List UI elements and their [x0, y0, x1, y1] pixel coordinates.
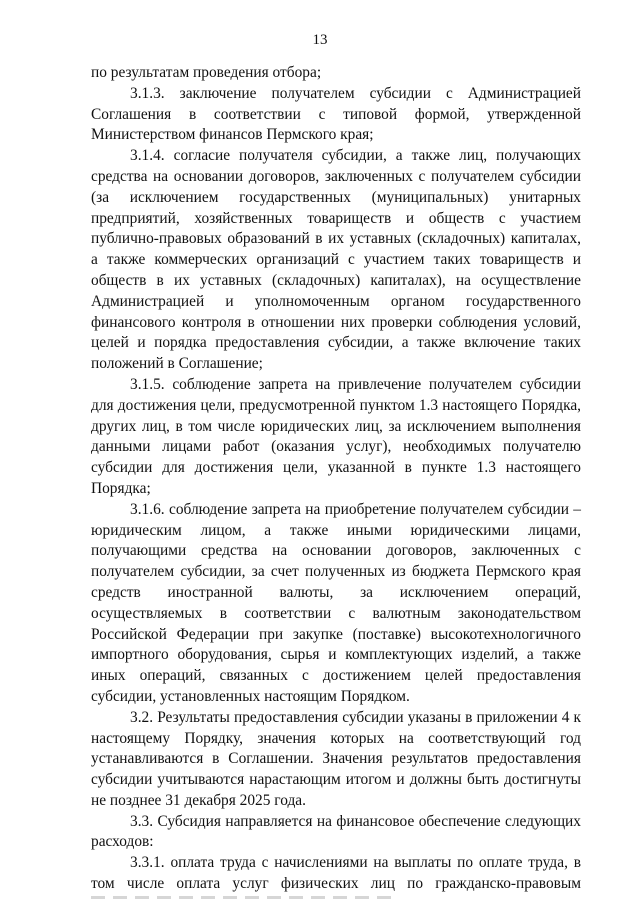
paragraph-3-2: 3.2. Результаты предоставления субсидии указаны в приложении 4 к настоящему Порядку, значения которых на соответствующий год устанавливаются в Соглашении. Значения результатов предоставления субсидии учитываются нарастающим итогом и должны быть достигнуты не позднее 31 декабря 2025 года. [91, 708, 581, 809]
scan-edge-artifact [91, 896, 391, 899]
paragraph-continuation: по результатам проведения отбора; [91, 64, 322, 81]
paragraph-3-1-3: 3.1.3. заключение получателем субсидии с Администрацией Соглашения в соответствии с типовой формой, утвержденной Министерством финансов Пермского края; [91, 84, 581, 144]
paragraph-3-3: 3.3. Субсидия направляется на финансовое обеспечение следующих расходов: [91, 812, 581, 851]
page-number: 13 [312, 32, 328, 48]
paragraph-3-1-6: 3.1.6. соблюдение запрета на приобретение получателем субсидии – юридическим лицом, а также иными юридическими лицами, получающими средства на основании договоров, заключенных с получателем субсидии, за счет полученных из бюджета Пермского края средств иностранной валюты, за исключением операций, осуществляемых в соответствии с валютным законодательством Российской Федерации при закупке (поставке) высокотехнологичного импортного оборудования, сырья и комплектующих изделий, а также иных операций, связанных с достижением целей предоставления субсидии, установленных настоящим Порядком. [91, 500, 581, 705]
paragraph-3-3-1: 3.3.1. оплата труда с начислениями на выплаты по оплате труда, в том числе оплата услуг физических лиц по гражданско-правовым [91, 854, 581, 893]
paragraph-3-1-5: 3.1.5. соблюдение запрета на привлечение получателем субсидии для достижения цели, предусмотренной пунктом 1.3 настоящего Порядка, других лиц, в том числе юридических лиц, за исключением выполнения данными лицами работ (оказания услуг), необходимых получателю субсидии для достижения цели, указанной в пункте 1.3 настоящего Порядка; [91, 375, 581, 497]
paragraph-3-1-4: 3.1.4. согласие получателя субсидии, а также лиц, получающих средства на основании договоров, заключенных с получателем субсидии (за исключением государственных (муниципальных) унитарных предприятий, хозяйственных товариществ и обществ с участием публично-правовых образований в их уставных (складочных) капиталах, а также коммерческих организаций с участием таких товариществ и обществ в их уставных (складочных) капиталах), на осуществление Администрацией и уполномоченным органом государственного финансового контроля в отношении них проверки соблюдения условий, целей и порядка предоставления субсидии, а также включение таких положений в Соглашение; [91, 147, 581, 373]
document-body [91, 63, 581, 895]
